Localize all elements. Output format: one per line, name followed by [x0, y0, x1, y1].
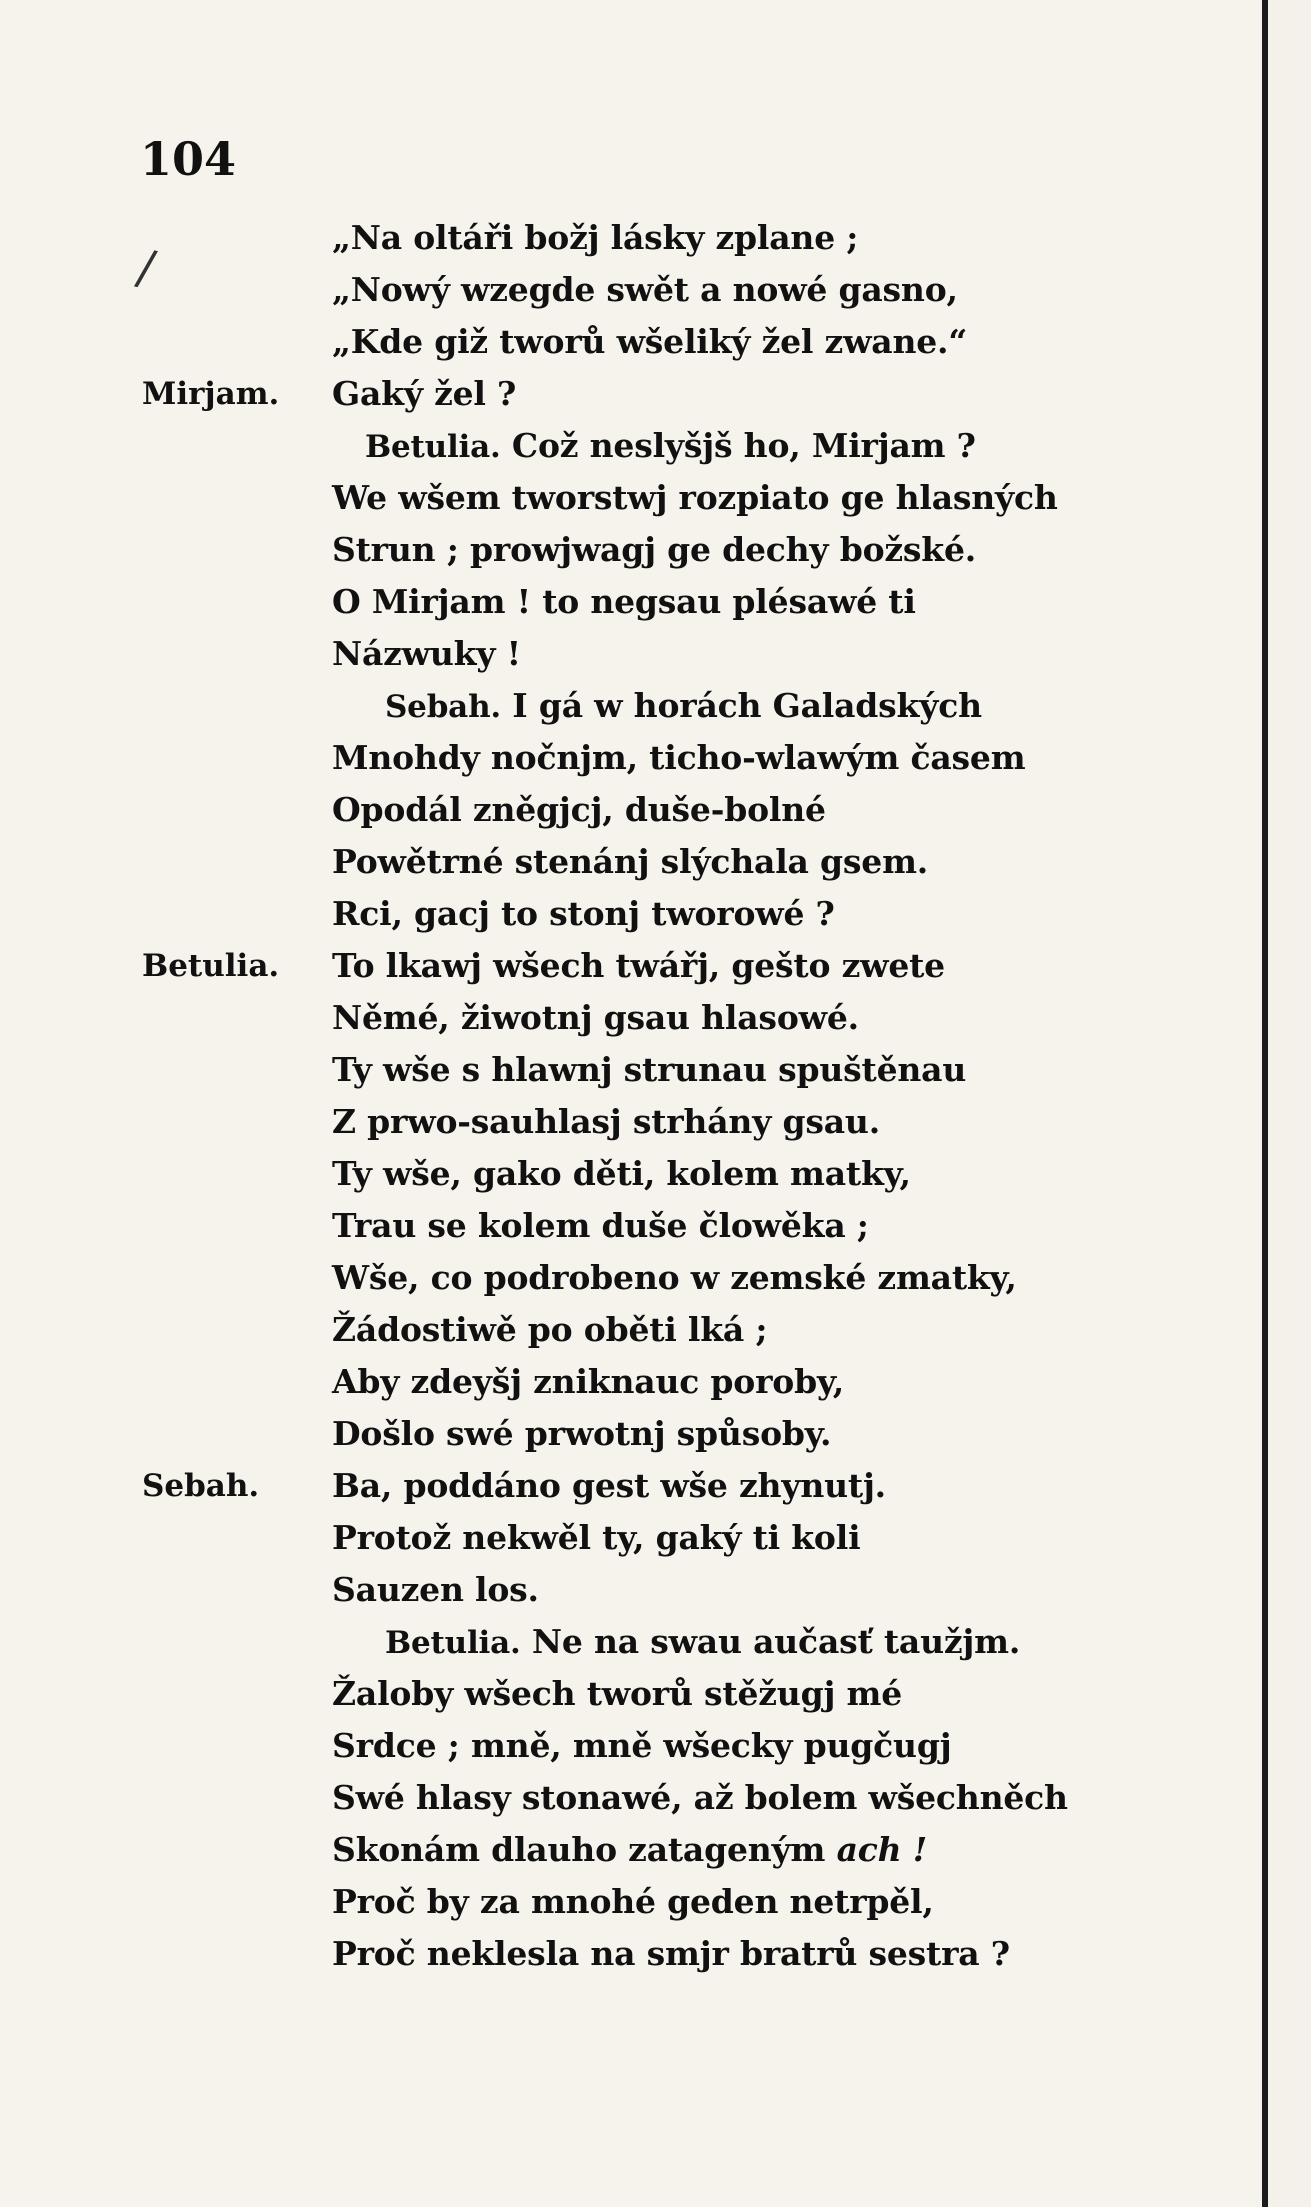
page-number: 104: [140, 132, 237, 186]
inline-speaker-label: Betulia.: [385, 1625, 521, 1661]
verse-text: Názwuky !: [332, 634, 521, 673]
adjacent-page-edge: [1268, 0, 1311, 2207]
verse-text: Ba, poddáno gest wše zhynutj.: [332, 1466, 886, 1505]
verse-text: Strun ; prowjwagj ge dechy božské.: [332, 530, 977, 569]
verse-text: [385, 680, 982, 733]
verse-text: Ty wše s hlawnj strunau spuštěnau: [332, 1050, 967, 1089]
verse-continuation: I gá w horách Galadských: [501, 686, 982, 725]
verse-text: Trau se kolem duše člowěka ;: [332, 1206, 869, 1245]
verse-text: Došlo swé prwotnj spůsoby.: [332, 1414, 832, 1453]
verse-text: „Na oltáři božj lásky zplane ;: [332, 218, 859, 257]
verse-text: Wše, co podrobeno w zemské zmatky,: [332, 1258, 1017, 1297]
verse-text: Opodál zněgjcj, duše-bolné: [332, 790, 826, 829]
verse-text: Aby zdeyšj zniknauc poroby,: [332, 1362, 845, 1401]
inline-speaker-label: Sebah.: [385, 689, 502, 725]
italic-exclamation: ach !: [825, 1830, 928, 1869]
verse-text: [332, 1824, 927, 1876]
margin-pencil-mark: /: [132, 238, 160, 298]
inline-speaker-label: Betulia.: [365, 429, 501, 465]
speaker-label: Mirjam.: [142, 376, 280, 412]
verse-text: Srdce ; mně, mně wšecky pugčugj: [332, 1726, 952, 1765]
verse-main: Skonám dlauho zatageným: [332, 1830, 826, 1869]
verse-text: Powětrné stenánj slýchala gsem.: [332, 842, 929, 881]
verse-text: Proč neklesla na smjr bratrů sestra ?: [332, 1934, 1010, 1973]
verse-text: O Mirjam ! to negsau plésawé ti: [332, 582, 916, 621]
verse-text: Sauzen los.: [332, 1570, 539, 1609]
speaker-label: Betulia.: [142, 948, 280, 984]
verse-text: Proč by za mnohé geden netrpěl,: [332, 1882, 934, 1921]
verse-text: „Kde giž tworů wšeliký žel zwane.“: [332, 322, 968, 361]
verse-text: Swé hlasy stonawé, až bolem wšechněch: [332, 1778, 1068, 1817]
verse-text: To lkawj wšech twářj, gešto zwete: [332, 946, 945, 985]
verse-continuation: Ne na swau aučasť taužjm.: [520, 1622, 1021, 1661]
verse-text: Protož nekwěl ty, gaký ti koli: [332, 1518, 861, 1557]
verse-text: Gaký žel ?: [332, 374, 517, 413]
verse-text: [365, 420, 976, 473]
speaker-label: Sebah.: [142, 1468, 260, 1504]
verse-text: Z prwo-sauhlasj strhány gsau.: [332, 1102, 880, 1141]
verse-text: We wšem tworstwj rozpiato ge hlasných: [332, 478, 1058, 517]
verse-text: „Nowý wzegde swět a nowé gasno,: [332, 270, 958, 309]
verse-text: Mnohdy nočnjm, ticho-wlawým časem: [332, 738, 1026, 777]
verse-text: Rci, gacj to stonj tworowé ?: [332, 894, 835, 933]
verse-text: Němé, žiwotnj gsau hlasowé.: [332, 998, 859, 1037]
verse-continuation: Což neslyšjš ho, Mirjam ?: [500, 426, 976, 465]
verse-text: Ty wše, gako děti, kolem matky,: [332, 1154, 911, 1193]
verse-text: Žaloby wšech tworů stěžugj mé: [332, 1674, 903, 1713]
verse-text: Žádostiwě po oběti lká ;: [332, 1310, 768, 1349]
verse-text: [385, 1616, 1020, 1669]
